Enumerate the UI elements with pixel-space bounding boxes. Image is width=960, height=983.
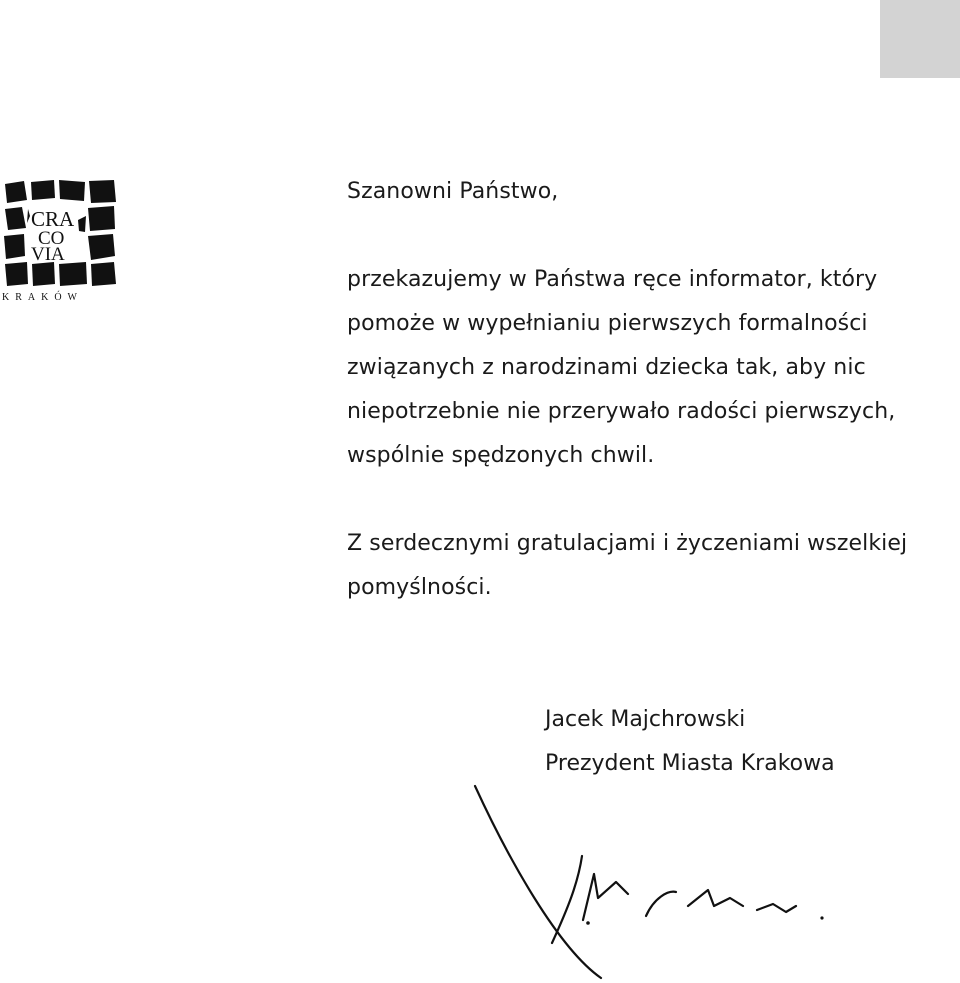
- body-line: związanych z narodzinami dziecka tak, aby nic: [347, 355, 866, 380]
- closing-paragraph: [347, 522, 957, 610]
- logo-co-text: CO: [38, 228, 65, 249]
- signatory-name: Jacek Majchrowski: [545, 707, 746, 732]
- handwritten-signature: [468, 778, 848, 983]
- corner-gray-box: [880, 0, 960, 78]
- signatory-title: Prezydent Miasta Krakowa: [545, 751, 835, 776]
- letter-paragraph: [347, 258, 957, 478]
- body-line: wspólnie spędzonych chwil.: [347, 443, 655, 468]
- salutation: Szanowni Państwo,: [347, 179, 559, 204]
- closing-line: Z serdecznymi gratulacjami i życzeniami wszelkiej: [347, 531, 908, 556]
- logo-via-text: VIA: [31, 244, 65, 265]
- logo-cra-text: CRA: [31, 207, 75, 231]
- logo-krakow-text: KRAKÓW: [2, 292, 83, 303]
- signatory-block: [545, 698, 835, 786]
- letter-body: [347, 170, 957, 610]
- closing-line: pomyślności.: [347, 575, 492, 600]
- body-line: niepotrzebnie nie przerywało radości pierwszych,: [347, 399, 896, 424]
- body-line: pomoże w wypełnianiu pierwszych formalności: [347, 311, 868, 336]
- body-line: przekazujemy w Państwa ręce informator, który: [347, 267, 878, 292]
- cracovia-krakow-logo: [2, 176, 120, 306]
